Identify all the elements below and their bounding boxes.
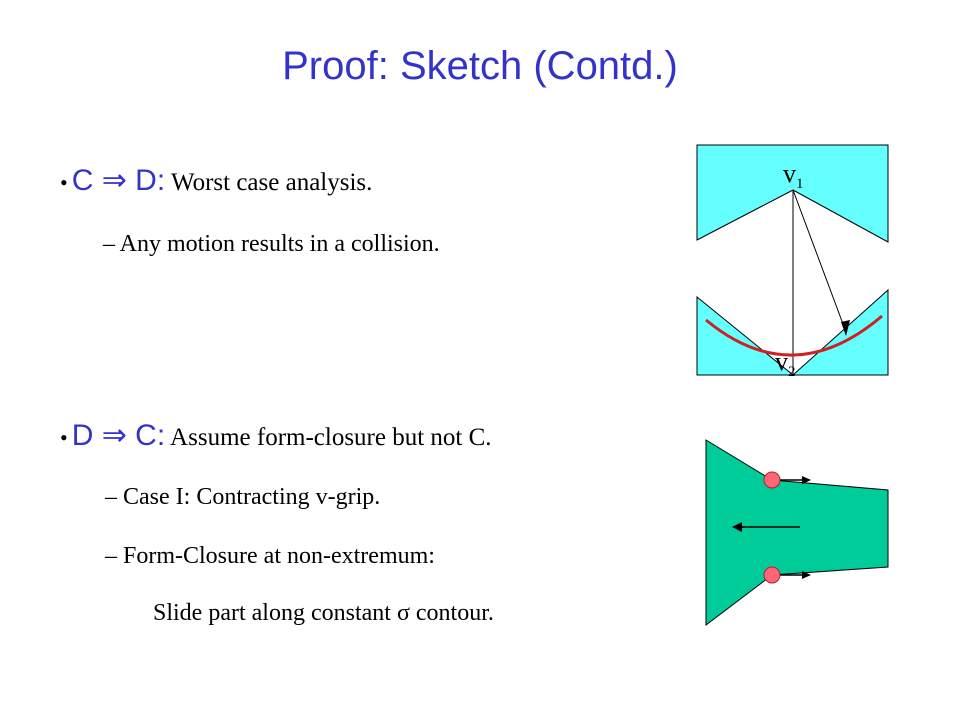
- slide-title: Proof: Sketch (Contd.): [282, 44, 678, 88]
- bullet-text: Worst case analysis.: [165, 169, 373, 196]
- finger-bottom: [764, 567, 780, 583]
- part-shape: [706, 440, 888, 625]
- bullet-lead: C ⇒ D:: [71, 164, 166, 197]
- sub-item-slide-part: Slide part along constant σ contour.: [153, 600, 494, 626]
- vertex-v2-label: $v_2$: [775, 347, 796, 380]
- sub-item-form-closure: – Form-Closure at non-extremum:: [105, 543, 435, 569]
- bullet-marker: •: [60, 425, 68, 450]
- gripper-figure: [706, 440, 888, 625]
- bullet-marker: •: [60, 170, 68, 195]
- vertex-v1-label: $v_1$: [783, 159, 804, 192]
- bullet-lead: D ⇒ C:: [71, 419, 166, 452]
- finger-top: [764, 472, 780, 488]
- v-grip-figure: [697, 145, 888, 380]
- bullet-text: Assume form-closure but not C.: [165, 424, 492, 451]
- sub-item-case-1: – Case I: Contracting v-grip.: [105, 484, 381, 510]
- sub-item-any-motion: – Any motion results in a collision.: [103, 231, 440, 257]
